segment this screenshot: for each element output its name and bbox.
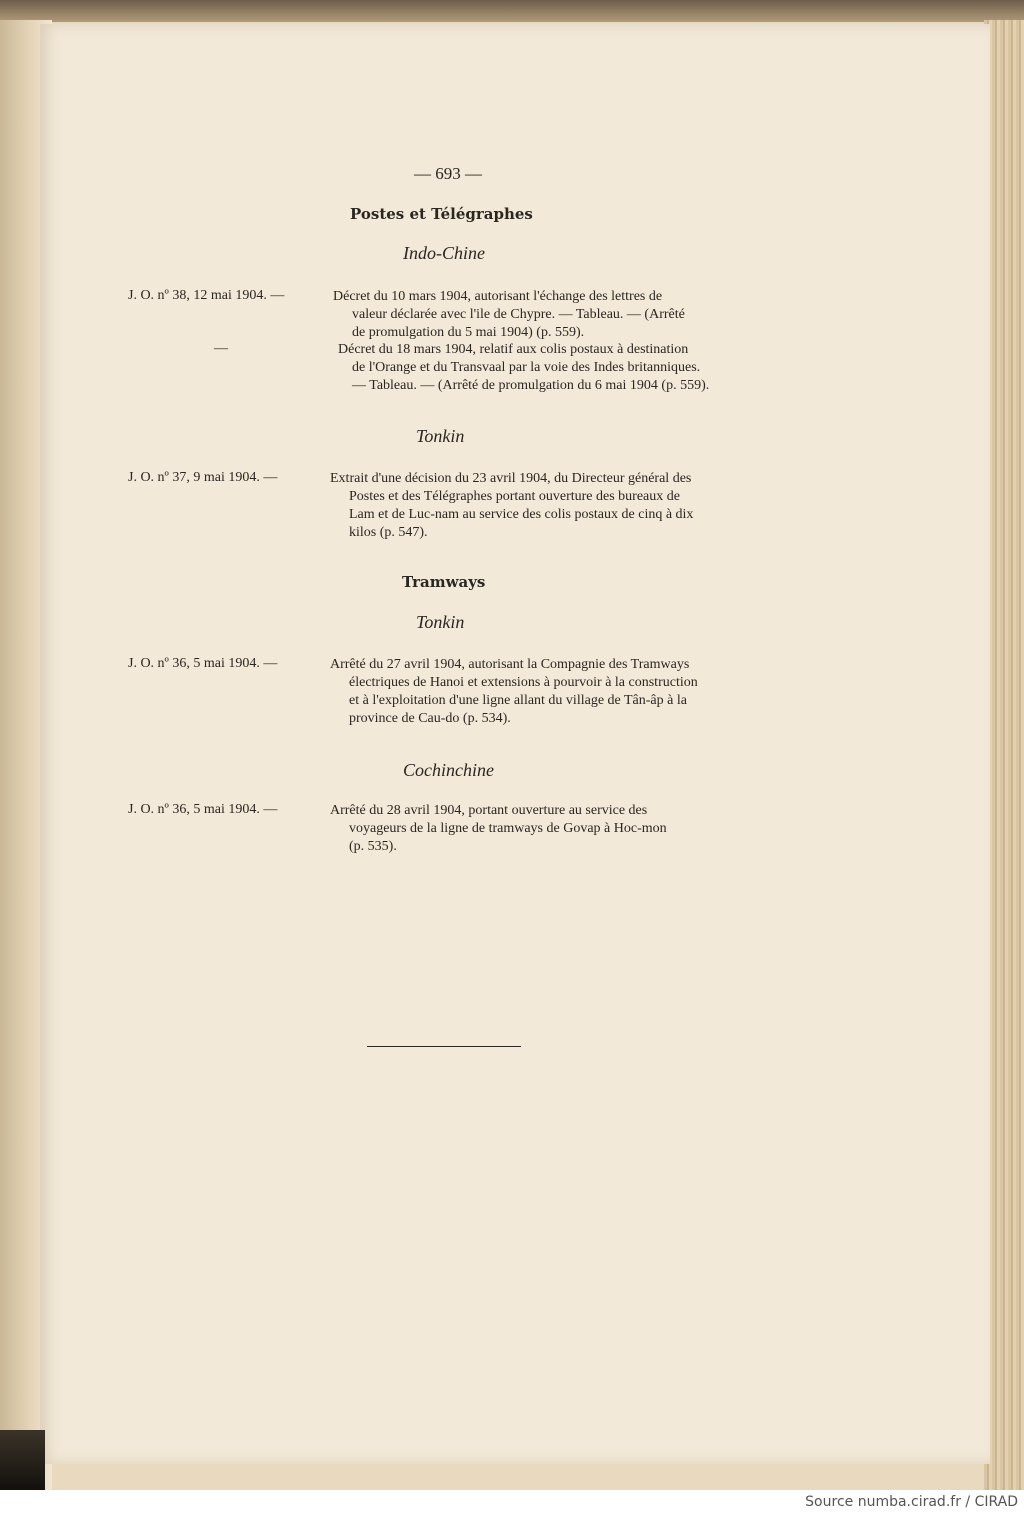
book-cover-edge <box>0 0 1024 22</box>
entry-line: valeur déclarée avec l'ile de Chypre. — Tableau. — (Arrêté <box>352 307 685 322</box>
entry-reference-dash: — <box>214 341 228 356</box>
entry-line: Décret du 10 mars 1904, autorisant l'échange des lettres de <box>333 289 663 304</box>
entry-line: Extrait d'une décision du 23 avril 1904, du Directeur général des <box>330 471 692 486</box>
subsection-heading-tonkin: Tonkin <box>416 426 465 446</box>
entry-line: province de Cau-do (p. 534). <box>349 711 511 726</box>
entry-line: et à l'exploitation d'une ligne allant du village de Tân-âp à la <box>349 693 687 708</box>
entry-line: de l'Orange et du Transvaal par la voie des Indes britanniques. <box>352 360 701 375</box>
subsection-heading-tonkin: Tonkin <box>416 612 465 632</box>
entry-reference: J. O. nº 36, 5 mai 1904. — <box>128 802 278 817</box>
section-heading-postes: Postes et Télégraphes <box>350 205 533 223</box>
binding-strip <box>0 1430 45 1490</box>
entry-text <box>330 470 764 542</box>
book-page <box>40 24 990 1464</box>
entry-line: Arrêté du 28 avril 1904, portant ouverture au service des <box>330 803 648 818</box>
entry-line: Décret du 18 mars 1904, relatif aux colis postaux à destination <box>338 342 689 357</box>
entry-line: (p. 535). <box>349 839 397 854</box>
entry-text <box>330 656 764 728</box>
closing-rule <box>367 1046 521 1047</box>
source-credit: Source numba.cirad.fr / CIRAD <box>805 1494 1018 1510</box>
entry-reference: J. O. nº 38, 12 mai 1904. — <box>128 288 285 303</box>
subsection-heading-indochine: Indo-Chine <box>403 243 485 263</box>
entry-line: Arrêté du 27 avril 1904, autorisant la Compagnie des Tramways <box>330 657 690 672</box>
entry-line: électriques de Hanoi et extensions à pourvoir à la construction <box>349 675 698 690</box>
page-stack-edge <box>984 20 1024 1490</box>
entry-line: Lam et de Luc-nam au service des colis postaux de cinq à dix <box>349 507 694 522</box>
entry-reference: J. O. nº 37, 9 mai 1904. — <box>128 470 278 485</box>
entry-line: — Tableau. — (Arrêté de promulgation du 6 mai 1904 (p. 559). <box>352 378 710 393</box>
entry-text <box>338 341 764 395</box>
subsection-heading-cochinchine: Cochinchine <box>403 760 494 780</box>
page-number: — 693 — <box>414 164 482 183</box>
entry-text <box>333 288 765 342</box>
section-heading-tramways: Tramways <box>402 573 486 591</box>
entry-reference: J. O. nº 36, 5 mai 1904. — <box>128 656 278 671</box>
entry-line: de promulgation du 5 mai 1904) (p. 559). <box>352 325 585 340</box>
entry-line: voyageurs de la ligne de tramways de Govap à Hoc-mon <box>349 821 667 836</box>
entry-line: Postes et des Télégraphes portant ouverture des bureaux de <box>349 489 680 504</box>
entry-line: kilos (p. 547). <box>349 525 428 540</box>
entry-text <box>330 802 764 856</box>
